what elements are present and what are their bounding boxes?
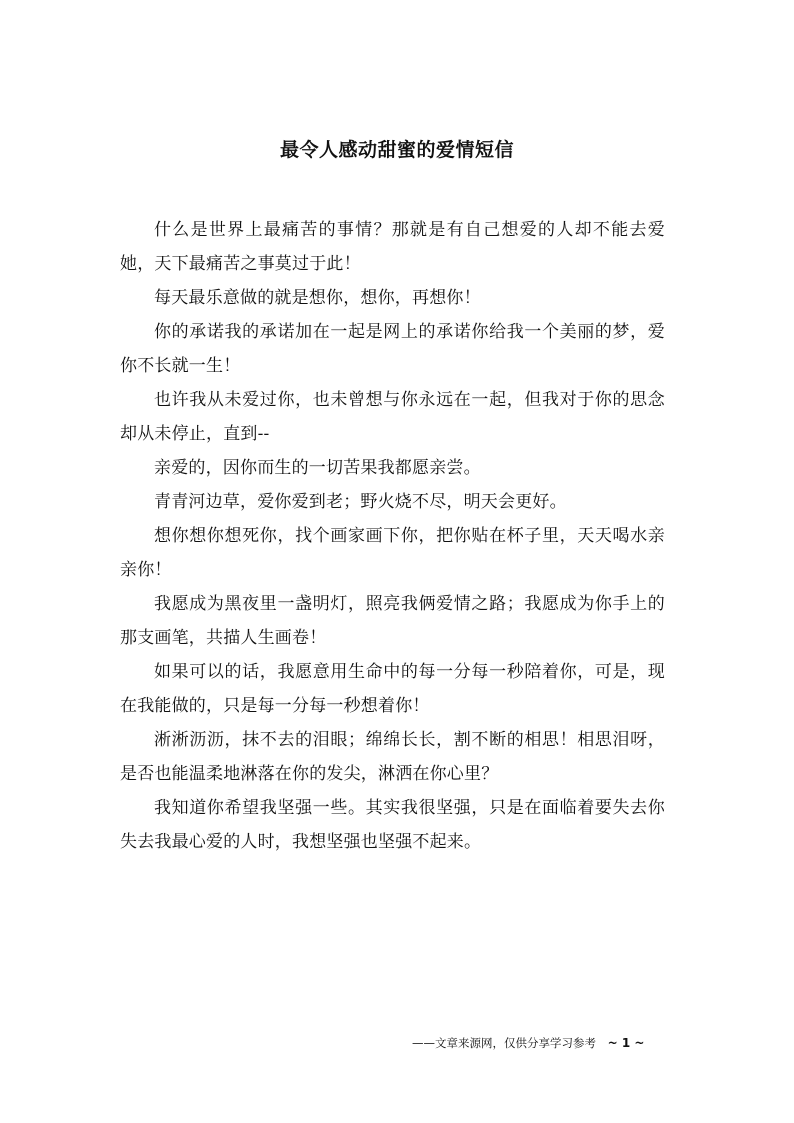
document-body (120, 213, 665, 859)
paragraph-2: 每天最乐意做的就是想你，想你，再想你！ (154, 288, 481, 308)
paragraph-1: 什么是世界上最痛苦的事情？那就是有自己想爱的人却不能去爱她，天下最痛苦之事莫过于此！ (120, 220, 665, 274)
document-title: 最令人感动甜蜜的爱情短信 (279, 139, 514, 161)
page-number: ~ 1 ~ (607, 1036, 645, 1050)
paragraph-3: 你的承诺我的承诺加在一起是网上的承诺你给我一个美丽的梦，爱你不长就一生！ (120, 322, 665, 376)
paragraph-9: 如果可以的话，我愿意用生命中的每一分每一秒陪着你，可是，现在我能做的，只是每一分每一秒想着你！ (120, 662, 665, 716)
paragraph-10: 淅淅沥沥，抹不去的泪眼；绵绵长长，割不断的相思！相思泪呀，是否也能温柔地淋落在你的发尖，淋洒在你心里？ (120, 730, 665, 784)
paragraph-11: 我知道你希望我坚强一些。其实我很坚强，只是在面临着要失去你失去我最心爱的人时，我想坚强也坚强不起来。 (120, 798, 665, 852)
paragraph-7: 想你想你想死你，找个画家画下你，把你贴在杯子里，天天喝水亲亲你！ (120, 526, 665, 580)
footer-source-note: ——文章来源网，仅供分享学习参考 (412, 1036, 596, 1050)
paragraph-6: 青青河边草，爱你爱到老；野火烧不尽，明天会更好。 (154, 492, 567, 512)
paragraph-5: 亲爱的，因你而生的一切苦果我都愿亲尝。 (154, 458, 481, 478)
paragraph-4: 也许我从未爱过你，也未曾想与你永远在一起，但我对于你的思念却从未停止，直到-- (120, 390, 665, 444)
page-footer (412, 1035, 644, 1051)
paragraph-8: 我愿成为黑夜里一盏明灯，照亮我俩爱情之路；我愿成为你手上的那支画笔，共描人生画卷！ (120, 594, 665, 648)
